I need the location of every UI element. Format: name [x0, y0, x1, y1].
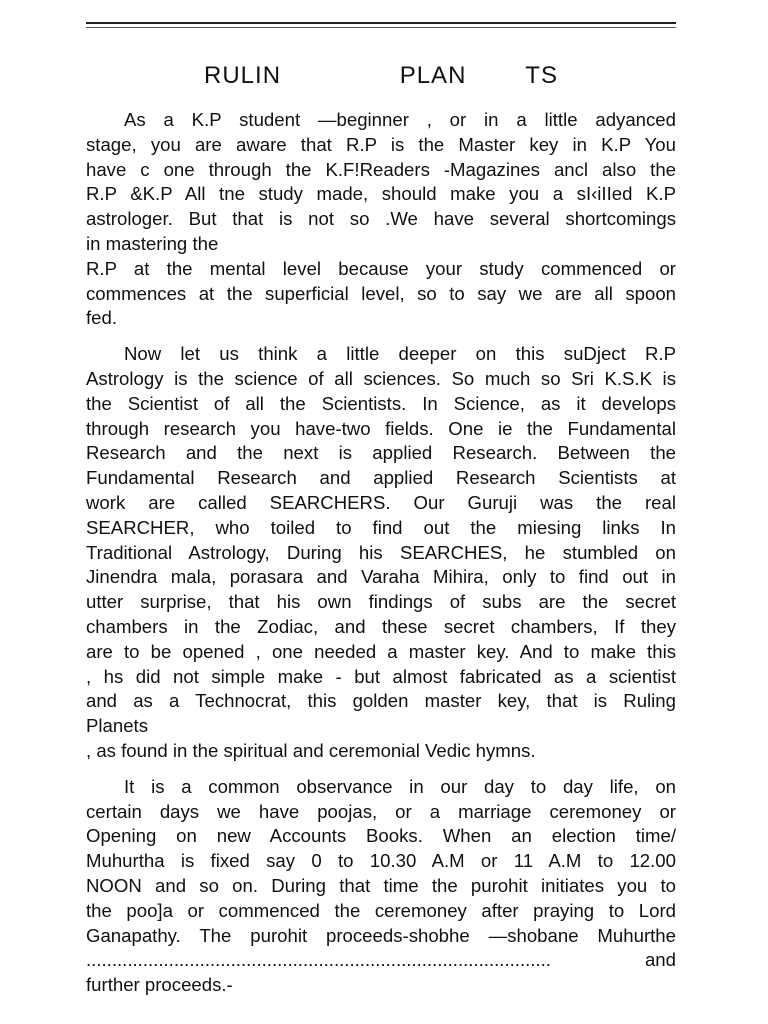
text-line: Muhurtha is fixed say 0 to 10.30 A.M or 11 A.M to 12.00: [86, 850, 676, 872]
text-line: Traditional Astrology, During his SEARCHES, he stumbled on: [86, 541, 676, 563]
text-line: and as a Technocrat, this golden master key, that is Ruling: [86, 690, 676, 712]
document-page: [86, 0, 676, 1024]
text-line: R.P at the mental level because your study commenced or: [86, 257, 676, 279]
text-line: As a K.P student —beginner , or in a little adyanced: [124, 109, 676, 130]
dotted-leader: ..........................................................................................: [86, 949, 551, 971]
text-line: are to be opened , one needed a master key. And to make this: [86, 640, 676, 662]
text-line: utter surprise, that his own findings of subs are the secret: [86, 591, 676, 613]
header-rule-thin: [86, 27, 676, 28]
text-line: commences at the superficial level, so to say we are all spoon: [86, 282, 676, 304]
text-line: , as found in the spiritual and ceremonial Vedic hymns.: [86, 739, 536, 761]
text-line: astrologer. But that is not so .We have several shortcomings: [86, 208, 676, 230]
text-line: It is a common observance in our day to day life, on: [124, 775, 676, 797]
text-line: further proceeds.-: [86, 974, 233, 996]
text-line: stage, you are aware that R.P is the Master key in K.P You: [86, 133, 676, 155]
text-line: chambers in the Zodiac, and these secret chambers, If they: [86, 615, 676, 637]
text-line: certain days we have poojas, or a marriage ceremoney or: [86, 800, 676, 822]
text-line: Opening on new Accounts Books. When an election time/: [86, 825, 676, 847]
text-line: Ganapathy. The purohit proceeds-shobhe —shobane Muhurthe: [86, 924, 676, 946]
text-line: the Scientist of all the Scientists. In Science, as it develops: [86, 392, 676, 414]
paragraph-1: [86, 108, 676, 331]
text-line: SEARCHER, who toiled to find out the miesing links In: [86, 516, 676, 538]
text-line: Now let us think a little deeper on this suDject R.P: [124, 343, 676, 365]
text-line: NOON and so on. During that time the purohit initiates you to: [86, 874, 676, 896]
page-title: RULIN PLAN TS: [204, 62, 558, 89]
text-line: , hs did not simple make - but almost fabricated as a scientist: [86, 665, 676, 687]
header-rule-thick: [86, 22, 676, 24]
text-line: fed.: [86, 307, 118, 329]
text-line: the poo]a or commenced the ceremoney after praying to Lord: [86, 899, 676, 921]
leader-tail-text: and: [644, 949, 676, 971]
body-text: [86, 108, 676, 1009]
header-double-rule: [86, 22, 676, 30]
text-line: R.P &K.P All tne study made, should make you a sI‹iIIed K.P: [86, 183, 676, 205]
text-line: Research and the next is applied Research. Between the: [86, 442, 676, 464]
dotted-leader-line: [86, 948, 676, 973]
text-line: through research you have-two fields. One ie the Fundamental: [86, 417, 676, 439]
text-line: Fundamental Research and applied Research Scientists at: [86, 467, 676, 489]
text-line: Planets: [86, 715, 149, 737]
paragraph-2: [86, 342, 676, 764]
text-line: have c one through the K.F!Readers -Magazines ancl also the: [86, 158, 676, 180]
paragraph-3: [86, 775, 676, 998]
text-line: Jinendra mala, porasara and Varaha Mihira, only to find out in: [86, 566, 676, 588]
text-line: Astrology is the science of all sciences. So much so Sri K.S.K is: [86, 367, 676, 389]
text-line: work are called SEARCHERS. Our Guruji was the real: [86, 491, 676, 513]
text-line: in mastering the: [86, 232, 219, 254]
